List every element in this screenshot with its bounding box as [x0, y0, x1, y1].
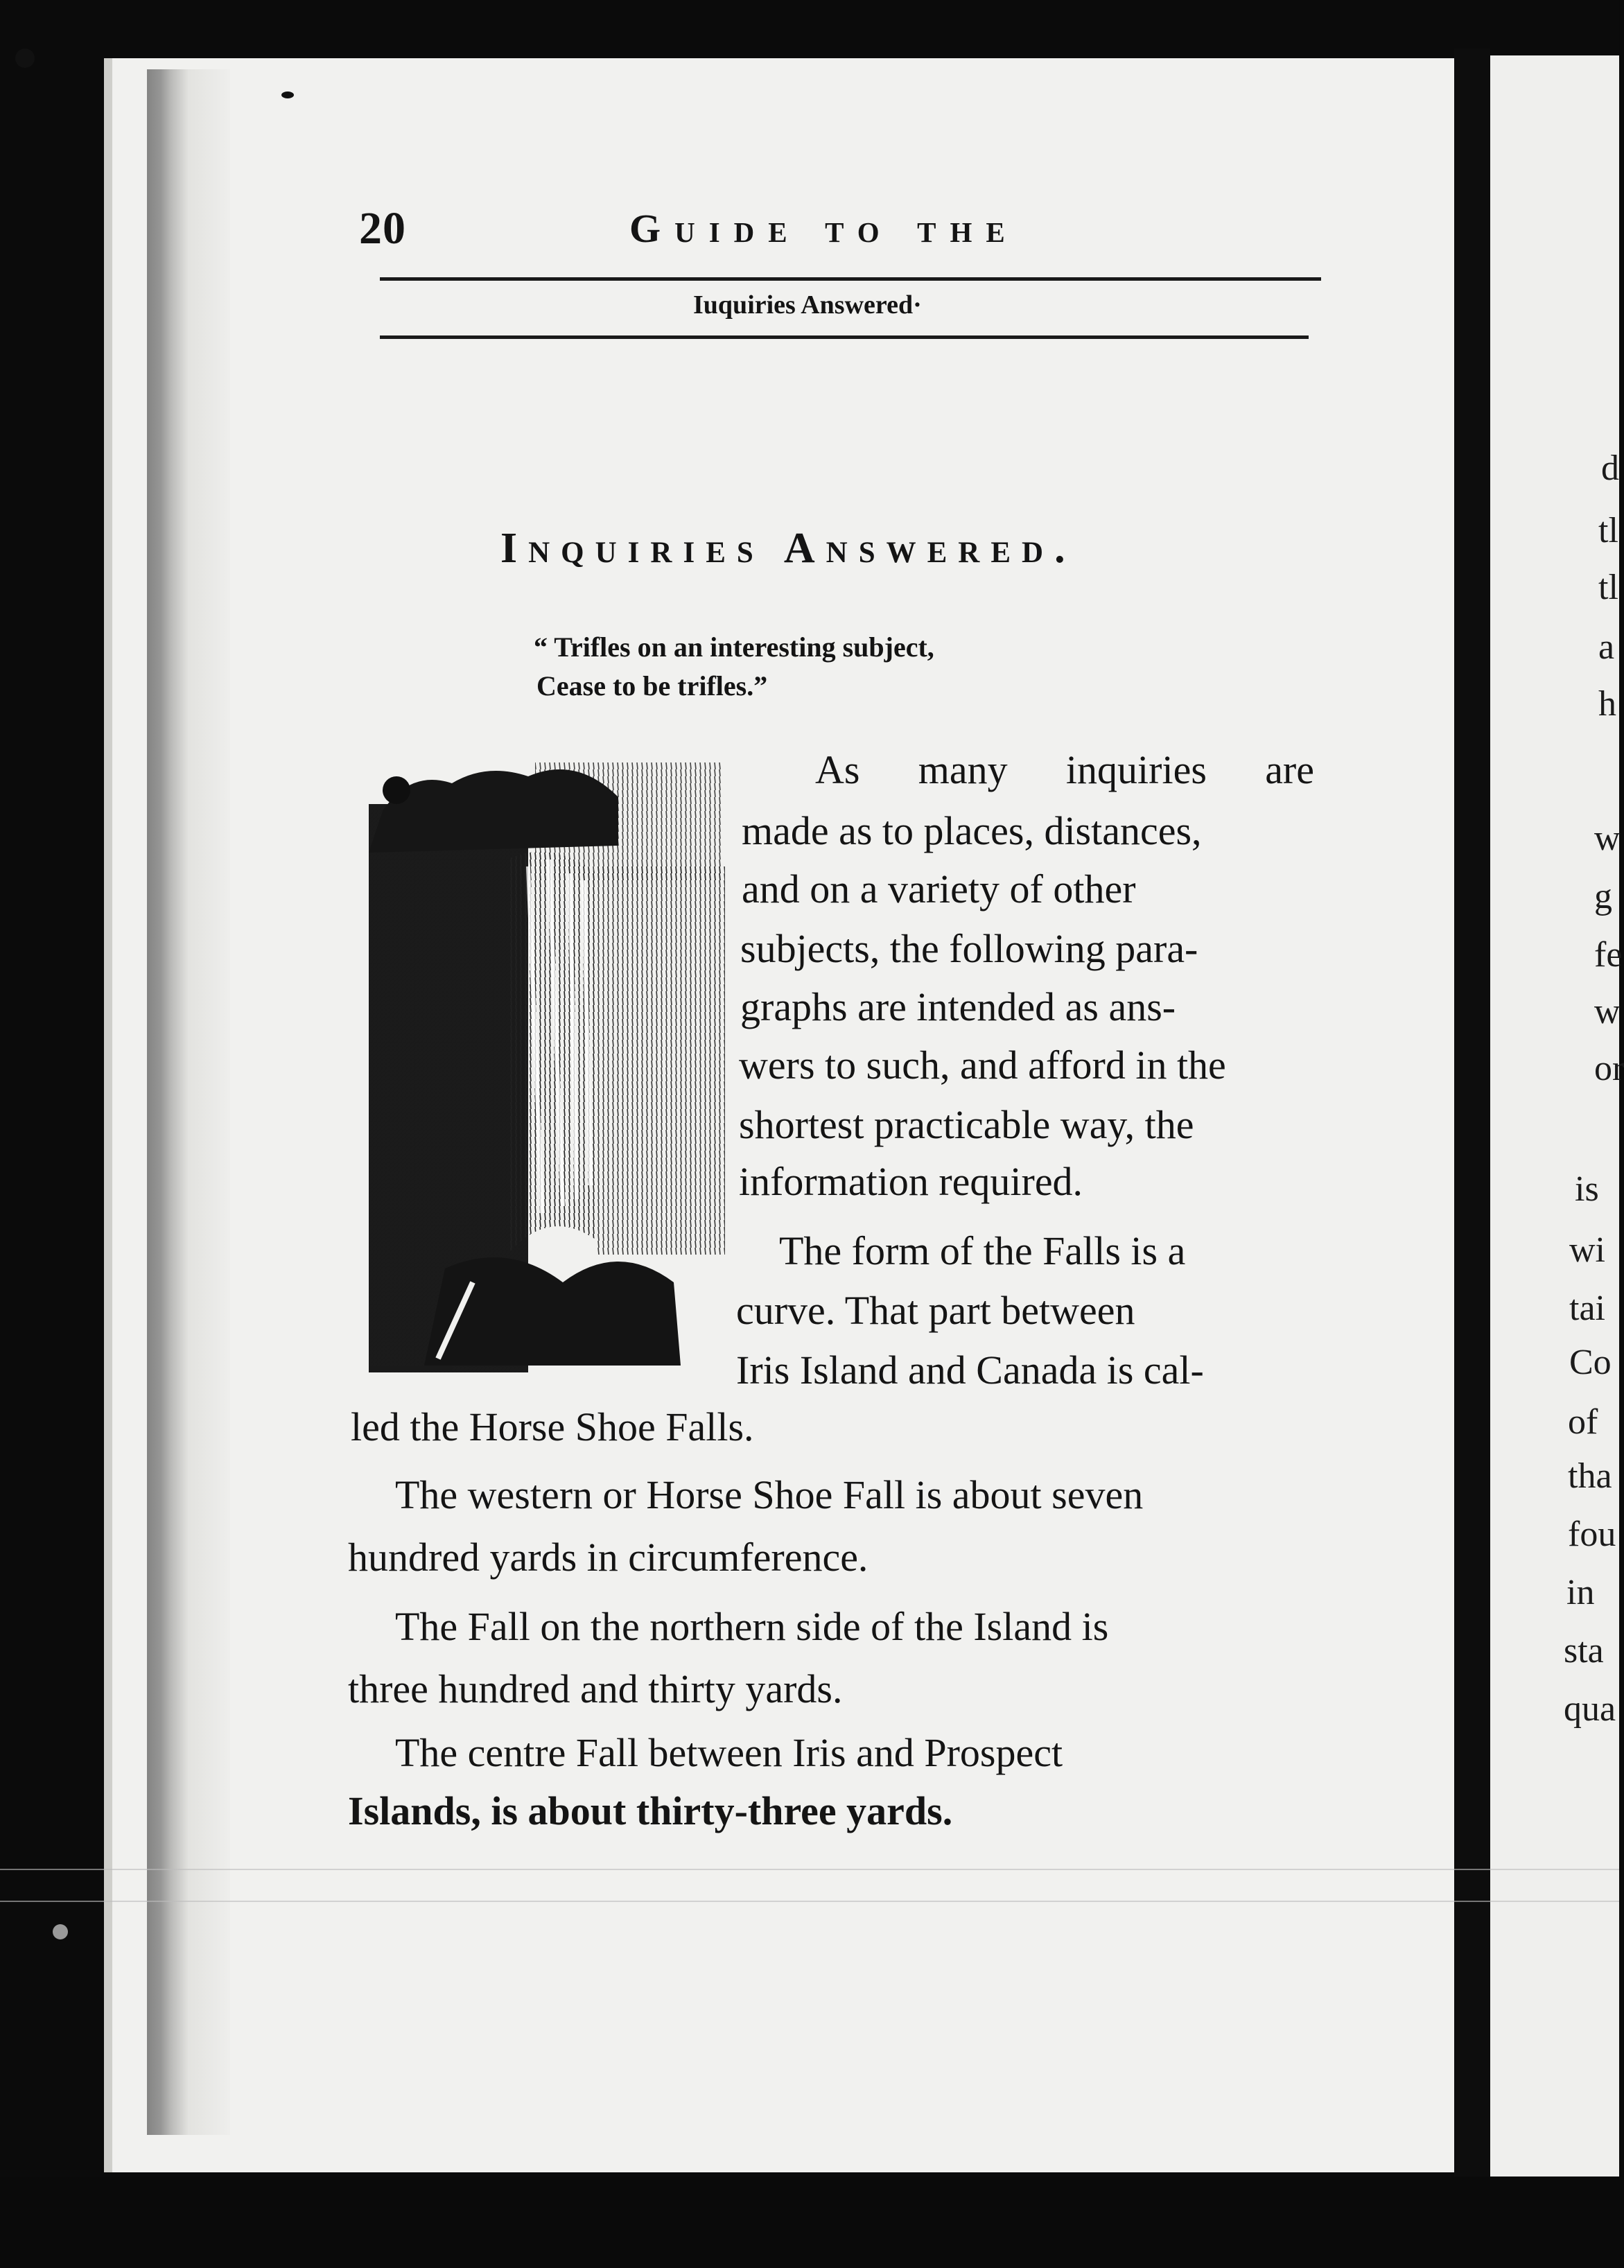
scan-artifact-line [0, 1901, 1619, 1902]
facing-fragment: tai [1569, 1289, 1605, 1328]
facing-fragment: tl [1598, 511, 1618, 550]
epigraph [534, 628, 934, 706]
scan-bottom-border [0, 2177, 1619, 2268]
facing-fragment: g [1594, 877, 1612, 916]
body-line: hundred yards in circumference. [348, 1535, 868, 1580]
body-line: led the Horse Shoe Falls. [351, 1404, 754, 1449]
body-line: made as to places, distances, [742, 808, 1202, 853]
body-line: The centre Fall between Iris and Prospect [395, 1730, 1063, 1775]
facing-fragment: w [1594, 992, 1621, 1031]
facing-page [1490, 55, 1619, 2211]
facing-fragment: sta [1564, 1631, 1604, 1671]
page-edge-shadow [147, 69, 230, 2135]
body-line: three hundred and thirty yards. [348, 1666, 843, 1711]
epigraph-line: Cease to be trifles.” [536, 670, 768, 701]
body-line: and on a variety of other [742, 866, 1136, 911]
header-rule-bottom [380, 335, 1309, 339]
scan-speck [15, 49, 35, 68]
waterfall-woodcut-illustration [369, 756, 725, 1377]
running-head: Guide to the [629, 206, 1019, 251]
facing-fragment: fe [1594, 935, 1623, 975]
header-rule-top [380, 277, 1321, 281]
facing-fragment: Co [1569, 1343, 1612, 1382]
body-line: graphs are intended as ans- [740, 984, 1176, 1029]
facing-fragment: wi [1569, 1230, 1605, 1270]
body-line: The Fall on the northern side of the Island is [395, 1604, 1109, 1649]
facing-fragment: is [1575, 1169, 1599, 1209]
section-subhead: Iuquiries Answered· [693, 290, 922, 320]
body-line: curve. That part between [736, 1288, 1135, 1333]
facing-fragment: fou [1568, 1515, 1616, 1554]
body-line: The form of the Falls is a [779, 1228, 1186, 1273]
body-line: Islands, is about thirty-three yards. [348, 1788, 953, 1833]
facing-fragment: w [1594, 819, 1621, 858]
epigraph-line: “ Trifles on an interesting subject, [534, 631, 934, 663]
facing-fragment: in [1566, 1573, 1595, 1612]
scan-speck [281, 91, 294, 98]
scan-artifact-line [0, 1869, 1619, 1870]
scan-speck [53, 1924, 68, 1939]
body-line: shortest practicable way, the [739, 1102, 1194, 1147]
body-line: information required. [739, 1159, 1083, 1204]
page-number: 20 [359, 203, 406, 254]
facing-fragment: d [1601, 448, 1619, 488]
body-line: As many inquiries are [815, 747, 1314, 792]
section-title: Inquiries Answered. [500, 525, 1076, 572]
facing-fragment: or [1594, 1049, 1624, 1088]
facing-fragment: a [1598, 627, 1615, 667]
book-gutter [1454, 49, 1490, 2211]
body-line: Iris Island and Canada is cal- [736, 1347, 1204, 1393]
facing-fragment: tha [1568, 1456, 1612, 1496]
facing-fragment: tl [1598, 568, 1618, 607]
body-line: wers to such, and afford in the [739, 1043, 1226, 1088]
facing-fragment: of [1568, 1402, 1598, 1442]
facing-fragment: h [1598, 684, 1616, 724]
body-line: The western or Horse Shoe Fall is about seven [395, 1472, 1144, 1517]
facing-fragment: qua [1564, 1689, 1616, 1729]
body-line: subjects, the following para- [740, 926, 1198, 971]
